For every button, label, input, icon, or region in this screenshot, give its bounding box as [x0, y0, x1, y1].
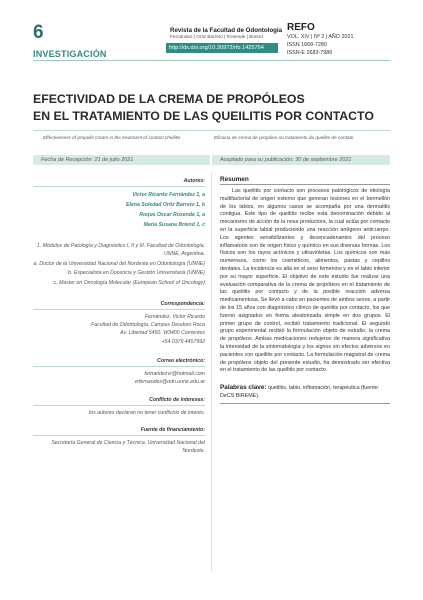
correspondence-label: Correspondencia:	[160, 300, 205, 307]
conflict-block	[33, 397, 205, 417]
accepted-date: Aceptado para su publicación: 30 de septiembre 2021	[212, 155, 390, 165]
funding-block	[33, 427, 205, 456]
conflict-label: Conflicto de intereses:	[149, 396, 205, 403]
column-divider	[211, 172, 212, 572]
correspondence-block	[33, 301, 205, 346]
section-label: INVESTIGACIÓN	[33, 49, 107, 59]
email-divider	[33, 366, 205, 367]
received-date: Fecha de Recepción: 21 de julio 2021	[33, 155, 210, 165]
journal-meta	[287, 22, 387, 57]
article-title	[33, 91, 393, 126]
email-link[interactable]: fernandezvr@hotmail.com	[144, 371, 205, 378]
email-link[interactable]: vrfernandez@odn.unne.edu.ar	[134, 379, 205, 386]
correspondence-line: Fernández, Victor Ricardo	[144, 313, 205, 320]
article-title-line-2: EN EL TRATAMIENTO DE LAS QUEILITIS POR CONTACTO	[33, 109, 374, 124]
volume-info: VOL. XIV | Nº 2 | AÑO 2021	[287, 34, 354, 40]
keywords-block	[220, 383, 390, 404]
abstract-text: Las queilitis por contacto son procesos patológicos de etiología multifactorial de origen externo que generan lesiones en el bermellón de los labios, en algunos casos se acompaña por una dermatitis contigua. Este tipo de queilitis recibe esta denominación debido al mecanismo de acción de la noxa productora, la cual actúa por contacto en la superficie labial produciendo una reacción antígeno anticuerpo. Los agentes sensibilizantes y desencadenantes del proceso inflamatorio son de origen físico y químico en sus diversas formas. Los físicos son los rayos actínicos y ultravioletas. Los químicos son más numerosos, como los cosméticos, alimentos, pastas y cepillos dentales. La incidencia es alta en el sexo femenino y en el labio inferior por su mayor superficie. El objetivo de este estudio fue realizar una evaluación comparativa de la crema de propóleos en el tratamiento de las queilitis por contacto y de la posible reacción adversa medicamentosa. Se llevó a cabo en pacientes de ambos sexos, a partir de los 15 años con diagnóstico clínico de queilitis por contacto, los que fueron asignados en forma aleatorizada simple en dos grupos. El primer grupo de control, recibió tratamiento tradicional. El segundo grupo experimental recibió la formulación objeto de estudio, la crema de propóleos. Ambas medicaciones redujeron de manera significativa la intensidad de la sintomatología y los signos sin efectos adversos en pacientes con queilitis por contacto. La formulación magistral de crema de propóleos objeto del presente estudio, ha demostrado ser efectiva en el tratamiento de las queilitis por contacto.	[220, 188, 390, 374]
authors-divider	[33, 186, 205, 187]
header-divider	[33, 60, 390, 61]
affiliation-item: c. Master en Oncología Molecular (European School of Oncology)	[53, 279, 205, 286]
alt-title-divider	[33, 130, 390, 131]
affiliation-item: b. Especialista en Docencia y Gestión Universitaria (UNNE)	[68, 270, 205, 277]
funding-label: Fuente de financiamiento:	[140, 427, 205, 433]
author-item: Roque Oscar Rosende 1, a	[139, 212, 205, 218]
journal-brand: REFO	[287, 22, 315, 33]
affiliation-item: 1. Módulos de Patología y Diagnóstico I, II y III. Facultad de Odontología, UNNE, Argentina.	[36, 243, 205, 258]
correspondence-line: +54 0379 4457992	[161, 338, 205, 345]
issn-e: ISSN-E 2683-7986	[287, 50, 333, 57]
affiliation-item: a. Doctor de la Universidad Nacional del Nordeste en Odontología (UNNE)	[33, 260, 205, 267]
article-title-line-1: EFECTIVIDAD DE LA CREMA DE PROPÓLEOS	[33, 92, 305, 106]
funding-divider	[33, 435, 205, 436]
correspondence-line: Av. Libertad 5450. W3400 Corrientes	[120, 330, 205, 337]
keywords-divider	[220, 403, 390, 404]
email-label: Correo electrónico:	[157, 358, 205, 365]
portuguese-title: Eficacia de crema de propóleo no tratamento da queilite de contato	[214, 135, 354, 140]
author-item: María Susana Briend 1, c	[143, 222, 205, 228]
issn: ISSN 1668-7280	[287, 42, 327, 49]
correspondence-line: Facultad de Odontología, Campus Deodoro Roca	[91, 322, 205, 329]
abstract-column	[220, 176, 390, 404]
english-title: Effectiveness of propolis cream in the treatment of contact cheilitis	[43, 135, 181, 140]
running-authors: Fernández | Ortiz Barreto | Rosende | Briend	[170, 34, 263, 40]
funding-text: Secretaría General de Ciencia y Técnica. Universidad Nacional del Nordeste.	[51, 440, 205, 455]
affiliations	[33, 242, 205, 287]
email-block	[33, 358, 205, 387]
author-item: Victor Ricardo Fernández 1, a	[132, 192, 205, 198]
journal-title: Revista de la Facultad de Odontología	[170, 27, 283, 34]
doi-link[interactable]: http://dx.doi.org/10.30972/rfo.1425764	[166, 43, 278, 53]
correspondence-divider	[33, 309, 205, 310]
abstract-divider	[220, 184, 390, 185]
keywords-label: Palabras clave:	[220, 384, 267, 392]
authors-label: Autores:	[183, 178, 205, 184]
abstract-heading: Resumen	[220, 176, 249, 183]
article-metadata-column	[33, 178, 205, 456]
page-number: 6	[33, 22, 44, 43]
conflict-text: los autores declaran no tener conflictos de interés.	[89, 409, 205, 416]
author-item: Elena Soledad Ortiz Barreto 1, b	[126, 202, 205, 208]
conflict-divider	[33, 405, 205, 406]
keywords-text: queilitis, labio, inflamación, terapéutica (fuente: DeCS BIREME).	[220, 385, 380, 399]
